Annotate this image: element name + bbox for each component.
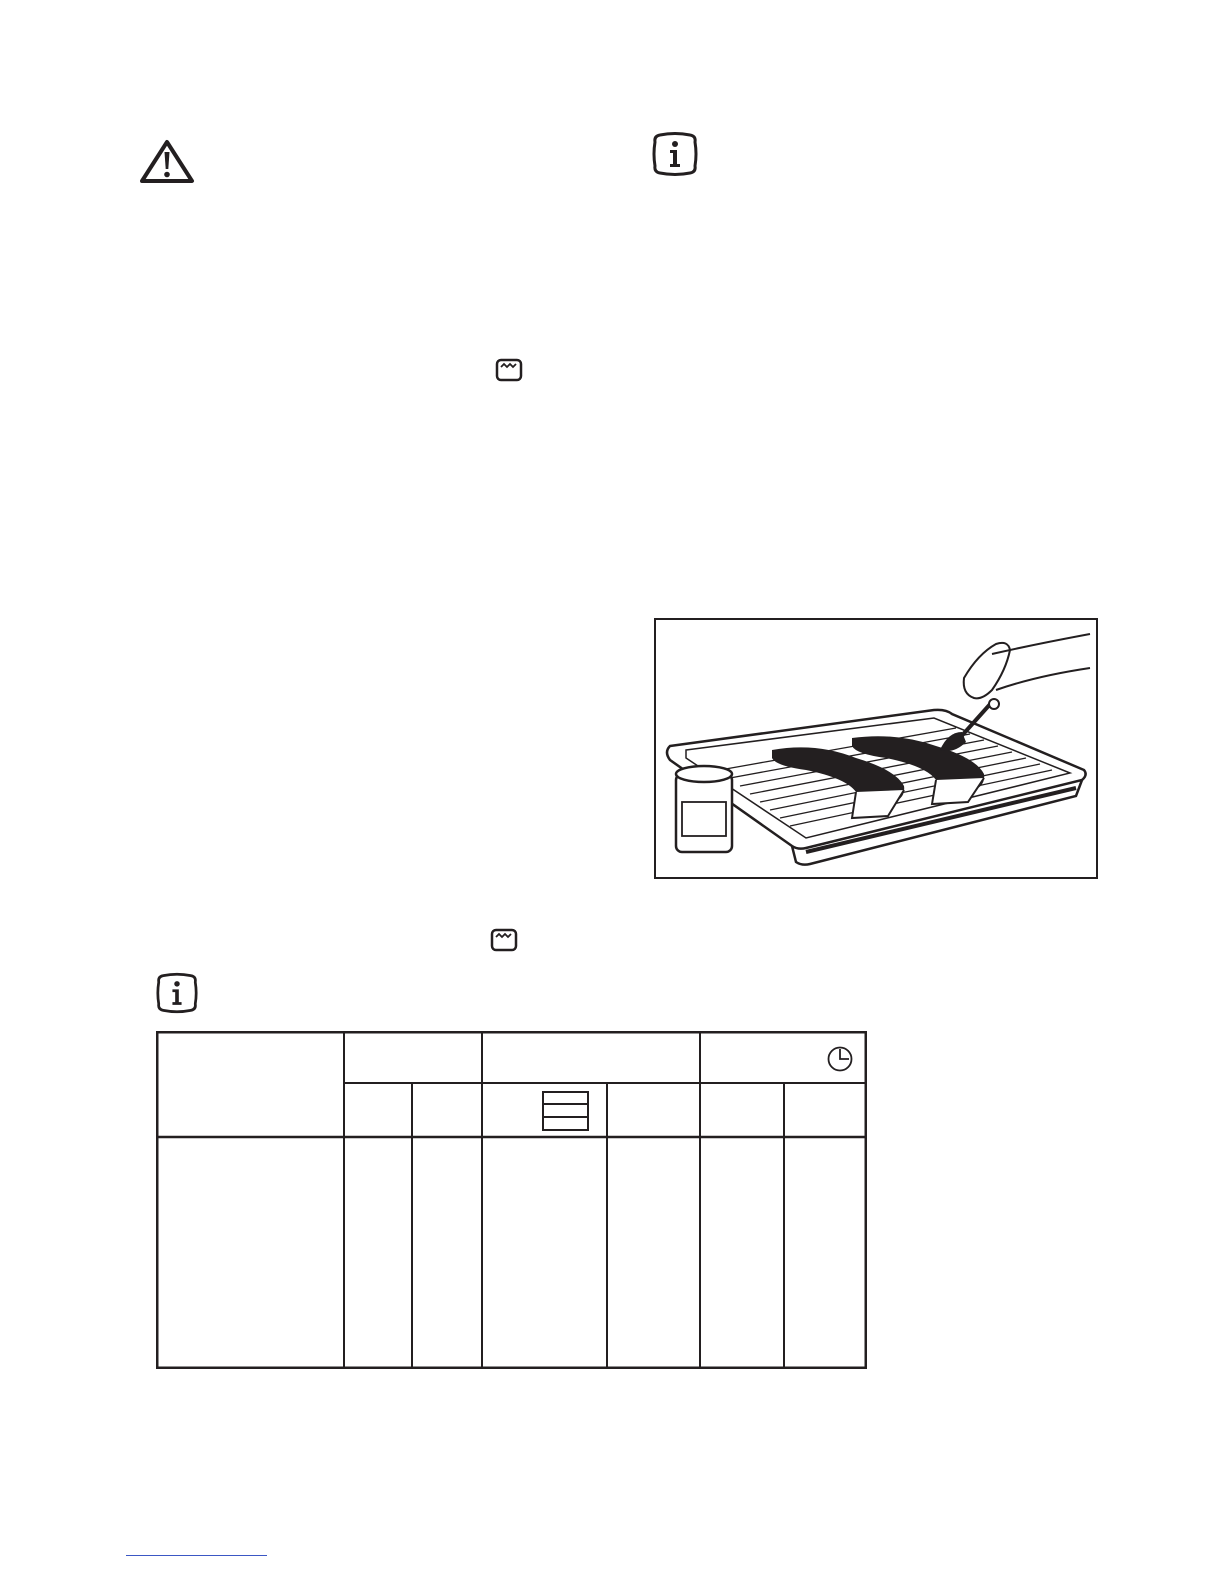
cooking-table [156,1031,867,1369]
footer-link[interactable] [126,1555,267,1556]
warning-triangle-icon [138,138,196,184]
info-icon [652,131,698,177]
info-icon [156,972,198,1014]
oven-top-heat-icon [495,358,523,382]
grilling-illustration [654,618,1098,879]
oven-top-heat-icon [490,928,518,952]
clock-icon [829,1048,852,1071]
shelf-position-icon [543,1092,588,1130]
